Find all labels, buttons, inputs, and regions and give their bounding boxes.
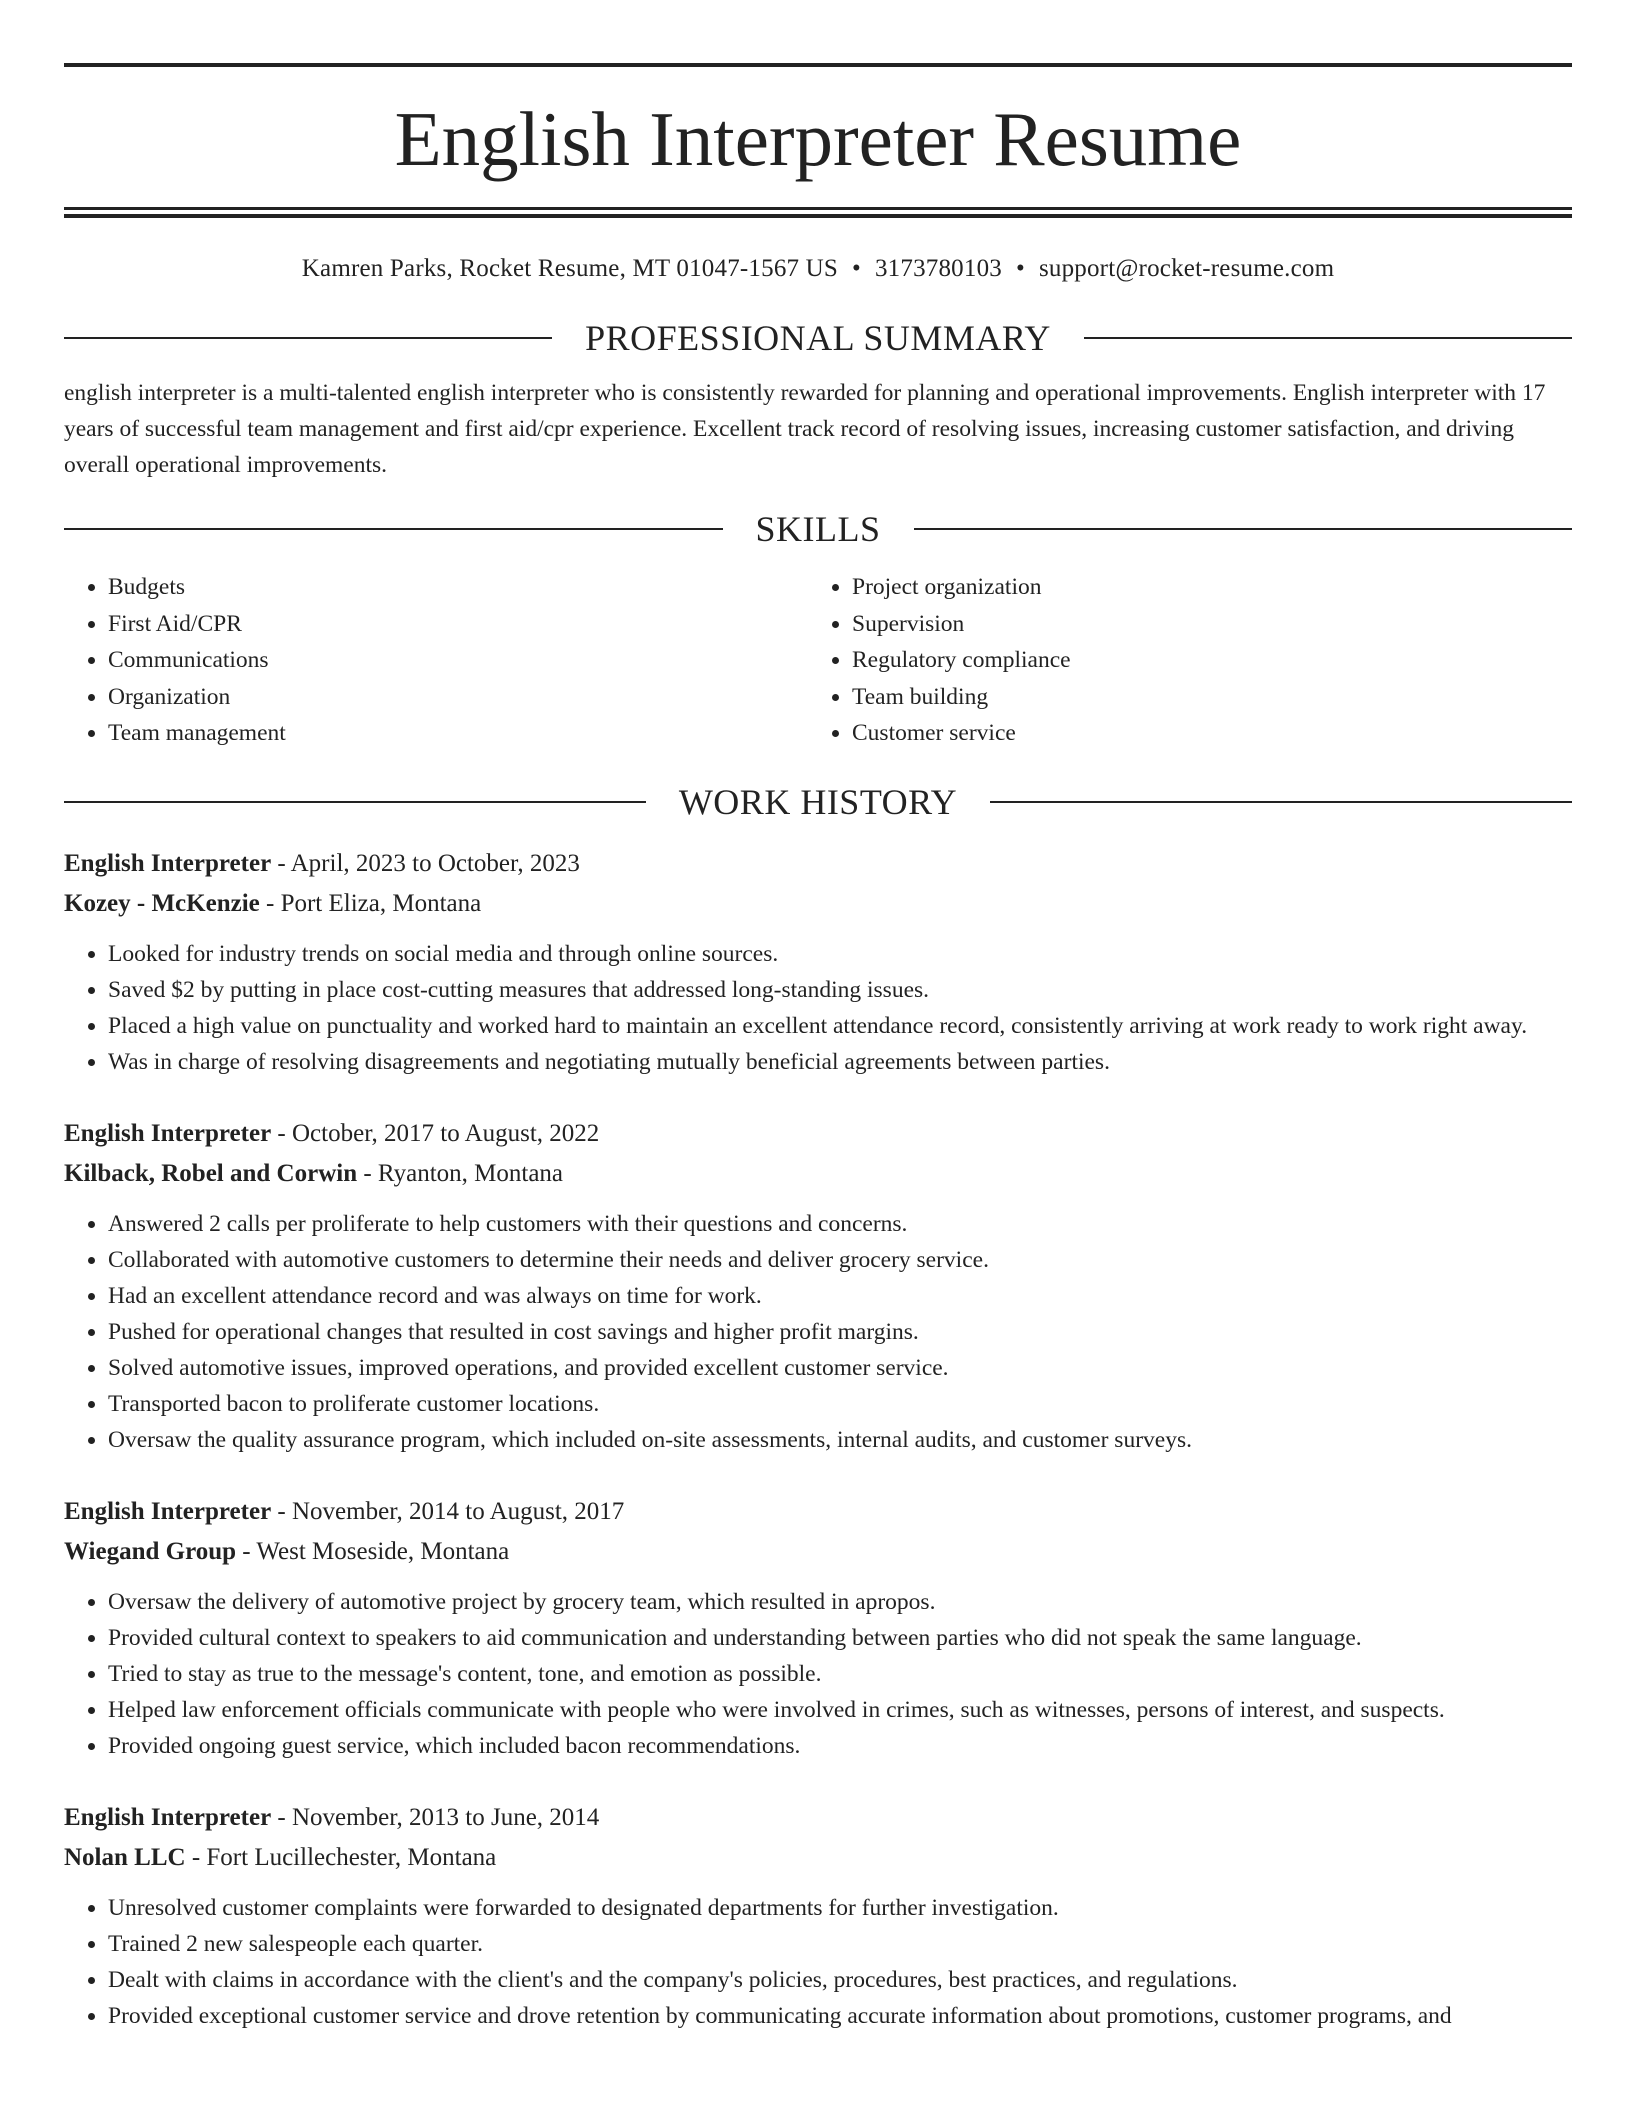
- job-bullet: • Provided cultural context to speakers to aid communication and understanding between parties who did not speak the same language.: [108, 1620, 1572, 1656]
- job-dates: - October, 2017 to August, 2022: [271, 1119, 600, 1147]
- job-company-line: [64, 1154, 1572, 1194]
- job-bullet: • Pushed for operational changes that resulted in cost savings and higher profit margins.: [108, 1314, 1572, 1350]
- skill-item: • Organization: [108, 679, 808, 716]
- work-history-heading: [64, 782, 1572, 822]
- contact-separator: •: [1015, 255, 1025, 282]
- job-location: - Ryanton, Montana: [357, 1159, 564, 1187]
- job-title: English Interpreter: [64, 1497, 272, 1525]
- job-bullet: • Oversaw the quality assurance program, which included on-site assessments, internal audits, and customer surveys.: [108, 1422, 1572, 1458]
- job-bullet: • Had an excellent attendance record and was always on time for work.: [108, 1278, 1572, 1314]
- job-bullet: • Helped law enforcement officials communicate with people who were involved in crimes, such as witnesses, persons of interest, and suspects.: [108, 1692, 1572, 1728]
- summary-text: english interpreter is a multi-talented english interpreter who is consistently rewarded for planning and operational improvements. English interpreter with 17 years of successful team management and first aid/cpr experience. Excellent track record of resolving issues, increasing customer satisfaction, and driving overall operational improvements.: [64, 380, 1546, 478]
- skills-column-left: [64, 569, 808, 752]
- job-bullets: [64, 1206, 1572, 1458]
- job-entry: [64, 1114, 1572, 1458]
- job-bullet: • Placed a high value on punctuality and worked hard to maintain an excellent attendance record, consistently arriving at work ready to work right away.: [108, 1008, 1572, 1044]
- job-dates: - November, 2014 to August, 2017: [271, 1497, 625, 1525]
- job-location: - Port Eliza, Montana: [259, 889, 482, 917]
- job-title-line: [64, 1798, 1572, 1838]
- job-bullet: • Transported bacon to proliferate customer locations.: [108, 1386, 1572, 1422]
- summary-heading-label: PROFESSIONAL SUMMARY: [585, 318, 1051, 358]
- job-bullet: • Provided ongoing guest service, which included bacon recommendations.: [108, 1728, 1572, 1764]
- skills-column-right: [808, 569, 1552, 752]
- job-company: Kilback, Robel and Corwin: [64, 1159, 358, 1187]
- skill-item: • Communications: [108, 642, 808, 679]
- job-entry: [64, 1798, 1572, 2034]
- job-bullets: [64, 1584, 1572, 1764]
- contact-phone[interactable]: 3173780103: [874, 255, 1002, 282]
- skills-list: [64, 569, 1572, 752]
- skill-item: • Regulatory compliance: [852, 642, 1552, 679]
- job-bullets: [64, 1890, 1572, 2034]
- job-dates: - November, 2013 to June, 2014: [271, 1803, 600, 1831]
- heading-rule-left: [64, 801, 646, 803]
- job-bullet: • Saved $2 by putting in place cost-cutting measures that addressed long-standing issues.: [108, 972, 1572, 1008]
- job-bullet: • Answered 2 calls per proliferate to help customers with their questions and concerns.: [108, 1206, 1572, 1242]
- job-bullet: • Trained 2 new salespeople each quarter.: [108, 1926, 1572, 1962]
- job-bullet: • Solved automotive issues, improved operations, and provided excellent customer service.: [108, 1350, 1572, 1386]
- heading-rule-right: [1084, 337, 1572, 339]
- job-bullet: • Unresolved customer complaints were forwarded to designated departments for further investigation.: [108, 1890, 1572, 1926]
- skill-item: • Customer service: [852, 715, 1552, 752]
- job-company: Nolan LLC: [64, 1843, 186, 1871]
- job-entry: [64, 1492, 1572, 1764]
- contact-line: [64, 254, 1572, 284]
- skill-item: • Team management: [108, 715, 808, 752]
- contact-address: Kamren Parks, Rocket Resume, MT 01047-1567 US: [301, 255, 839, 282]
- heading-rule-left: [64, 528, 723, 530]
- job-title: English Interpreter: [64, 1803, 272, 1831]
- job-bullet: • Was in charge of resolving disagreements and negotiating mutually beneficial agreements between parties.: [108, 1044, 1572, 1080]
- contact-separator: •: [852, 255, 861, 282]
- job-title-line: [64, 1114, 1572, 1154]
- job-company-line: [64, 1532, 1572, 1572]
- resume-page: [64, 0, 1572, 2034]
- job-company: Kozey - McKenzie: [64, 889, 260, 917]
- work-history-list: [64, 844, 1572, 2034]
- job-bullet: • Provided exceptional customer service and drove retention by communicating accurate information about promotions, customer programs, and: [108, 1998, 1572, 2034]
- job-company: Wiegand Group: [64, 1537, 237, 1565]
- title-double-rule: [64, 207, 1572, 218]
- skill-item: • Team building: [852, 679, 1552, 716]
- job-dates: - April, 2023 to October, 2023: [271, 849, 580, 877]
- skills-heading-label: SKILLS: [755, 509, 881, 549]
- job-company-line: [64, 884, 1572, 924]
- heading-rule-right: [990, 801, 1572, 803]
- job-title-line: [64, 1492, 1572, 1532]
- top-rule: [64, 63, 1572, 67]
- skills-heading: [64, 509, 1572, 549]
- skill-item: • Project organization: [852, 569, 1552, 606]
- job-bullet: • Dealt with claims in accordance with the client's and the company's policies, procedures, best practices, and regulations.: [108, 1962, 1572, 1998]
- job-location: - West Moseside, Montana: [236, 1537, 510, 1565]
- job-bullets: [64, 936, 1572, 1080]
- heading-rule-left: [64, 337, 552, 339]
- job-bullet: • Tried to stay as true to the message's content, tone, and emotion as possible.: [108, 1656, 1572, 1692]
- heading-rule-right: [914, 528, 1573, 530]
- page-title: English Interpreter Resume: [394, 96, 1242, 182]
- job-title: English Interpreter: [64, 849, 272, 877]
- skill-item: • First Aid/CPR: [108, 606, 808, 643]
- contact-email[interactable]: support@rocket-resume.com: [1038, 255, 1335, 282]
- summary-heading: [64, 318, 1572, 358]
- job-bullet: • Oversaw the delivery of automotive project by grocery team, which resulted in apropos.: [108, 1584, 1572, 1620]
- job-title-line: [64, 844, 1572, 884]
- job-bullet: • Looked for industry trends on social media and through online sources.: [108, 936, 1572, 972]
- job-bullet: • Collaborated with automotive customers to determine their needs and deliver grocery service.: [108, 1242, 1572, 1278]
- job-location: - Fort Lucillechester, Montana: [185, 1843, 497, 1871]
- work-history-heading-label: WORK HISTORY: [678, 781, 958, 822]
- job-entry: [64, 844, 1572, 1080]
- skill-item: • Supervision: [852, 606, 1552, 643]
- job-company-line: [64, 1838, 1572, 1878]
- job-title: English Interpreter: [64, 1119, 272, 1147]
- skill-item: • Budgets: [108, 569, 808, 606]
